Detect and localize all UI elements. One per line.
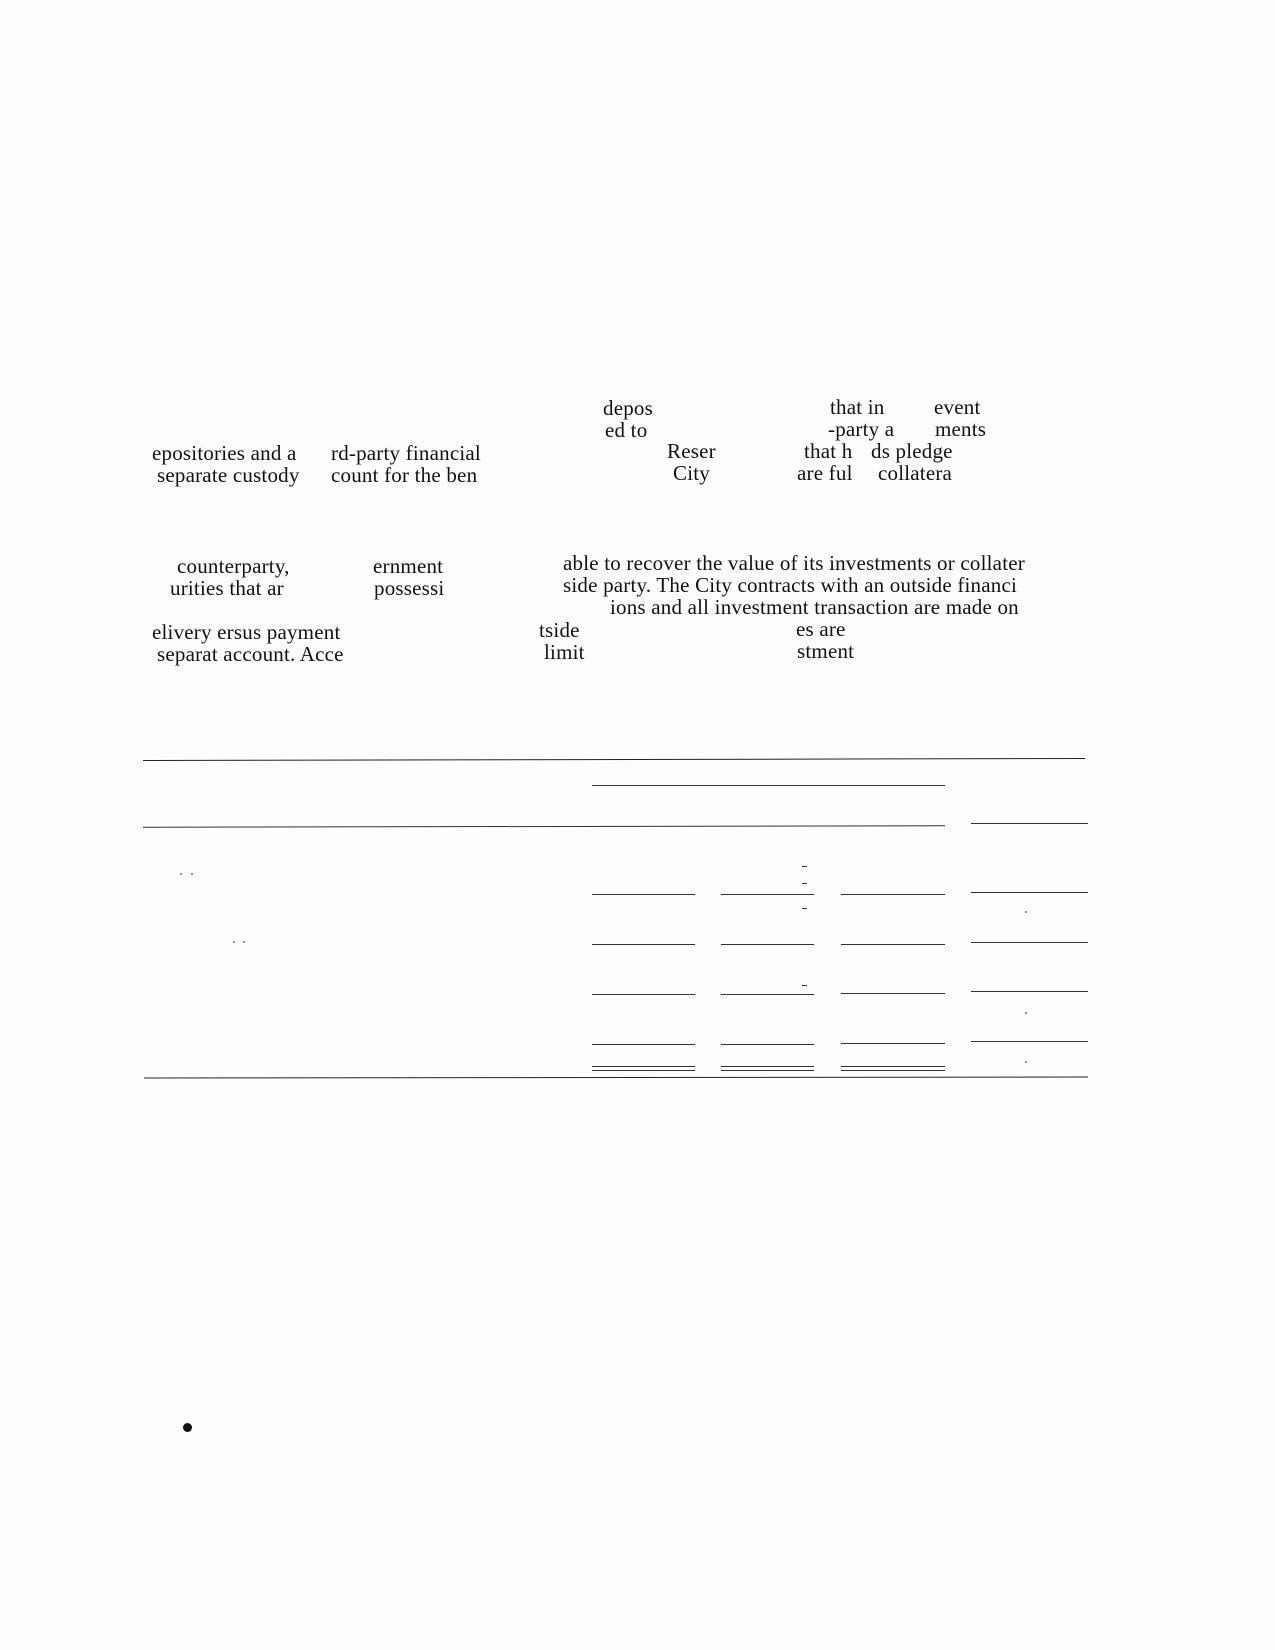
leader-dot-2 [191,873,193,875]
row-3-rule-col-2 [721,994,814,995]
list-bullet [183,1423,192,1432]
para1-right-b-4: collatera [878,461,953,485]
table-top-rule [143,758,1085,761]
para1-center-line-1: rd-party financial [331,441,481,465]
nil-dash-1 [802,866,807,867]
para1-right-b-3: ds pledge [871,439,953,463]
row-2-rule-col-2 [721,944,814,945]
para1-right-upper-2: ed to [605,418,648,442]
para1-right-middle-2: City [673,461,710,485]
para2-left-b-2: possessi [374,576,445,600]
para2-right-line-1: able to recover the value of its investments or collater [563,551,1025,575]
leader-dot-4 [243,941,245,943]
row-4-rule-col-3 [841,1043,945,1044]
para1-right-a-4: are ful [797,461,853,485]
para2-left-a-2: urities that ar [170,576,284,600]
para2-right-line-3: ions and all investment transaction are made on [610,595,1019,619]
para1-right-upper-1: depos [603,396,653,420]
para1-right-a-2: -party a [828,417,895,441]
row-3-rule-col-4 [971,991,1088,992]
leader-dot-3 [233,941,235,943]
total-double-rule-col-3 [841,1066,945,1071]
row-4-rule-col-4 [971,1041,1088,1042]
nil-dash-3 [802,908,807,909]
row-4-rule-col-2 [721,1044,814,1045]
table-bottom-rule [144,1077,1088,1079]
para1-left-line-1: epositories and a [152,441,297,465]
total-double-rule-col-2 [721,1066,814,1071]
para2-lower-right-1: es are [796,617,846,641]
para1-right-b-2: ments [935,417,987,441]
leader-dot-6 [1025,1012,1027,1014]
row-3-rule-col-3 [841,993,945,994]
row-4-rule-col-1 [592,1044,695,1045]
para1-left-line-2: separate custody [157,463,300,487]
table-header-rule-main [143,825,945,827]
row-1-rule-col-3 [841,894,945,895]
para1-right-middle-1: Reser [667,439,716,463]
table-header-group-rule [592,785,945,786]
para1-right-a-1: that in [830,395,885,419]
table-header-rule-total [971,823,1088,824]
para2-lower-mid-2: limit [544,640,585,664]
para2-right-line-2: side party. The City contracts with an outside financi [563,573,1018,597]
row-3-rule-col-1 [592,994,695,995]
row-2-rule-col-3 [841,944,945,945]
para2-left-b-1: ernment [373,554,444,578]
leader-dot-7 [1025,1061,1027,1063]
para2-lower-left-2: separat account. Acce [157,642,344,666]
para1-right-b-1: event [934,395,981,419]
row-1-rule-col-1 [592,894,695,895]
para2-left-a-1: counterparty, [177,554,290,578]
leader-dot-5 [1025,911,1027,913]
para2-lower-right-2: stment [797,639,855,663]
row-2-rule-col-4 [971,942,1088,943]
row-1-rule-col-4 [971,892,1088,893]
para2-lower-mid-1: tside [539,618,580,642]
total-double-rule-col-1 [592,1066,695,1071]
leader-dot-1 [180,873,182,875]
para1-center-line-2: count for the ben [331,463,478,487]
nil-dash-2 [802,883,807,884]
nil-dash-4 [802,985,807,986]
para1-right-a-3: that h [804,439,853,463]
row-2-rule-col-1 [592,944,695,945]
row-1-rule-col-2 [721,894,814,895]
para2-lower-left-1: elivery ersus payment [152,620,341,644]
